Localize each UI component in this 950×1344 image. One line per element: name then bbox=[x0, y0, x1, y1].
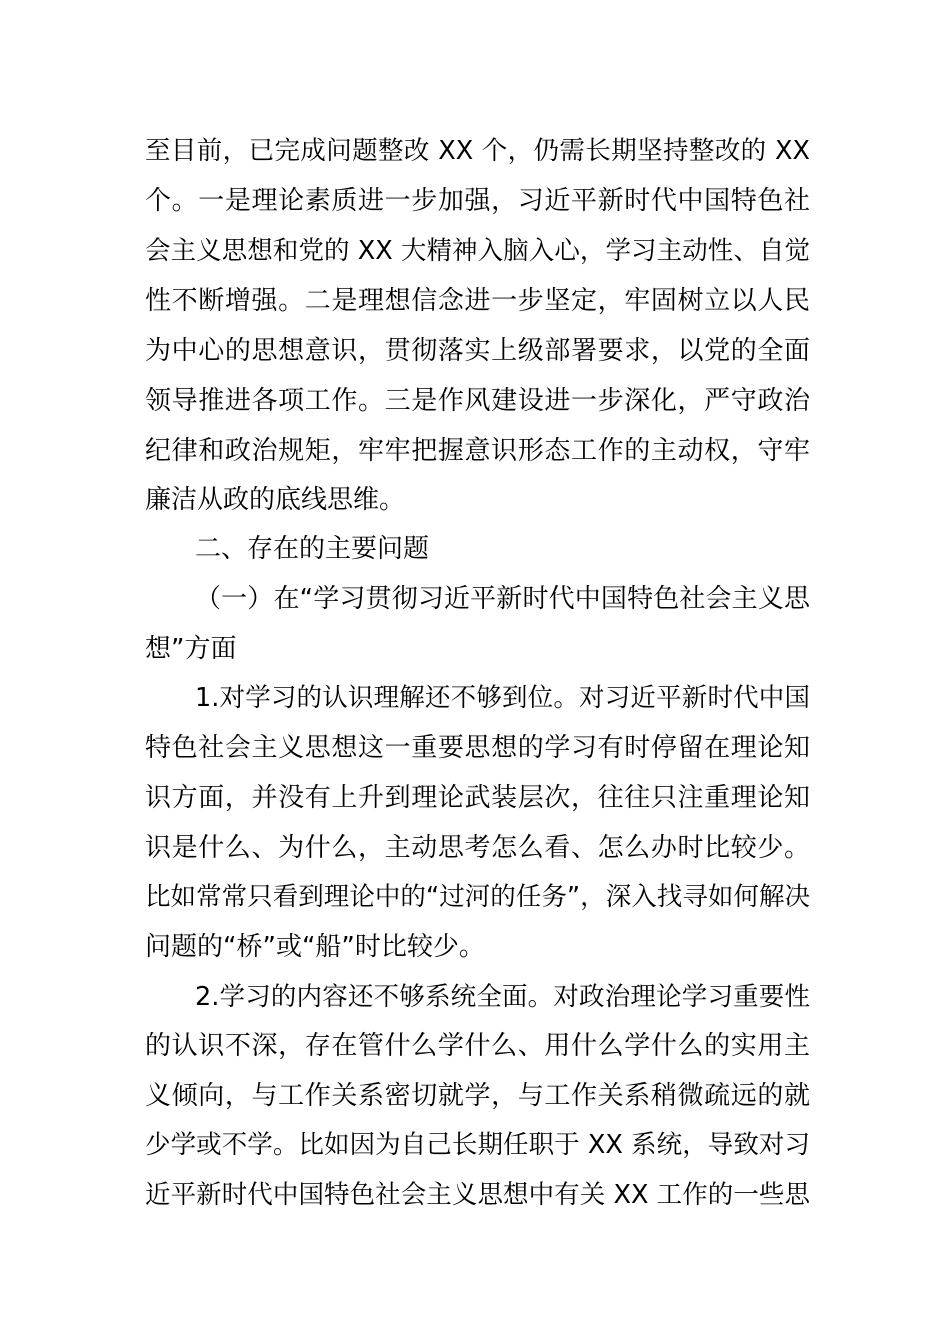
paragraph-line: 性不断增强。二是理想信念进一步坚定，牢固树立以人民 bbox=[145, 286, 810, 316]
paragraph-line: 纪律和政治规矩，牢牢把握意识形态工作的主动权，守牢 bbox=[145, 436, 810, 466]
item-line: 问题的“桥”或“船”时比较少。 bbox=[145, 932, 485, 962]
item-line: 2.学习的内容还不够系统全面。对政治理论学习重要性 bbox=[195, 982, 810, 1012]
item-line: 识是什么、为什么，主动思考怎么看、怎么办时比较少。 bbox=[145, 833, 810, 863]
item-line: 少学或不学。比如因为自己长期任职于 XX 系统，导致对习 bbox=[145, 1130, 810, 1160]
paragraph-line: 领导推进各项工作。三是作风建设进一步深化，严守政治 bbox=[145, 386, 810, 416]
paragraph-line: 至目前，已完成问题整改 XX 个，仍需长期坚持整改的 XX bbox=[145, 136, 810, 166]
paragraph-line: 为中心的思想意识，贯彻落实上级部署要求，以党的全面 bbox=[145, 336, 810, 366]
paragraph-line: 会主义思想和党的 XX 大精神入脑入心，学习主动性、自觉 bbox=[145, 236, 810, 266]
item-line: 特色社会主义思想这一重要思想的学习有时停留在理论知 bbox=[145, 733, 810, 763]
paragraph-line: 廉洁从政的底线思维。 bbox=[145, 485, 406, 515]
item-line: 的认识不深，存在管什么学什么、用什么学什么的实用主 bbox=[145, 1031, 810, 1061]
item-line: 比如常常只看到理论中的“过河的任务”，深入找寻如何解决 bbox=[145, 882, 810, 912]
item-line: 近平新时代中国特色社会主义思想中有关 XX 工作的一些思 bbox=[145, 1180, 810, 1210]
subsection-heading-line: （一）在“学习贯彻习近平新时代中国特色社会主义思 bbox=[195, 584, 810, 614]
item-line: 义倾向，与工作关系密切就学，与工作关系稍微疏远的就 bbox=[145, 1081, 810, 1111]
paragraph-line: 个。一是理论素质进一步加强，习近平新时代中国特色社 bbox=[145, 186, 810, 216]
section-heading: 二、存在的主要问题 bbox=[195, 534, 430, 564]
item-line: 识方面，并没有上升到理论武装层次，往往只注重理论知 bbox=[145, 783, 810, 813]
subsection-heading-line: 想”方面 bbox=[145, 634, 237, 664]
item-line: 1.对学习的认识理解还不够到位。对习近平新时代中国 bbox=[195, 683, 810, 713]
